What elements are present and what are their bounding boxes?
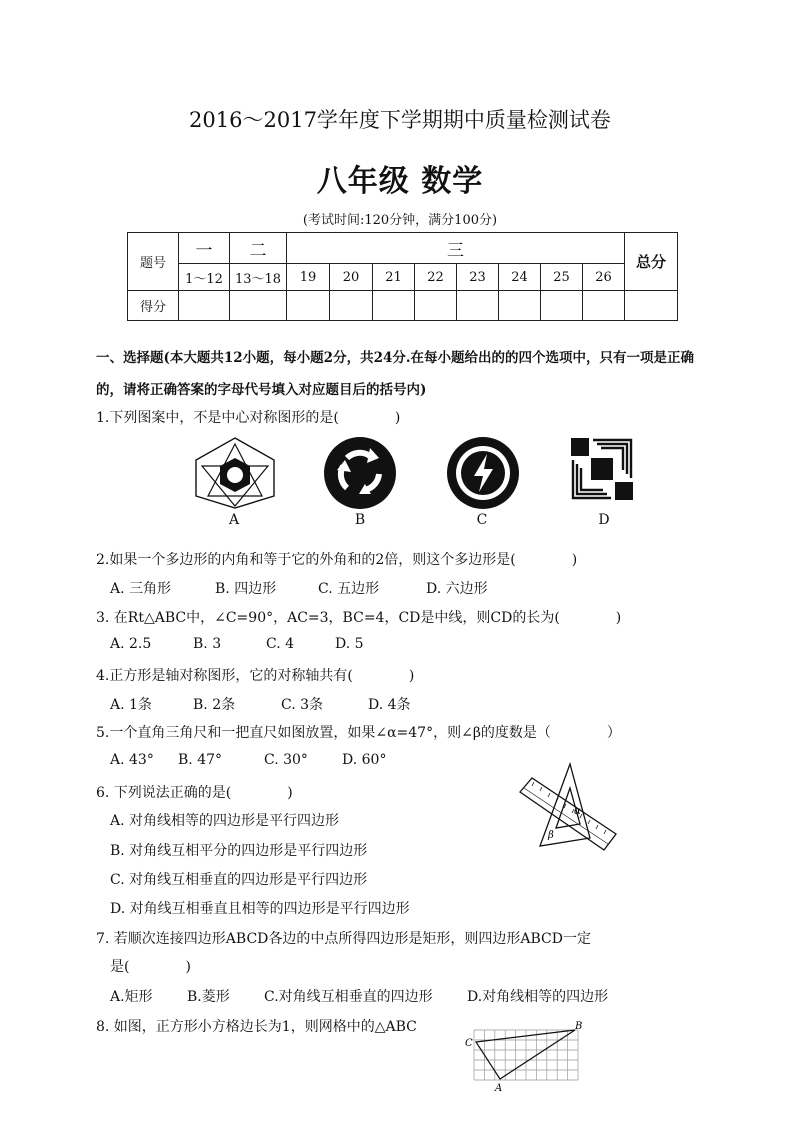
- sub-header: 1～12: [179, 264, 230, 291]
- q1-label-b: B: [354, 512, 366, 528]
- sub-header: 26: [583, 264, 625, 291]
- q7-stem: 7. 若顺次连接四边形ABCD各边的中点所得四边形是矩形，则四边形ABCD一定: [96, 931, 591, 947]
- score-table: [127, 232, 678, 321]
- figure-b-recycle-circle: [323, 436, 397, 510]
- q4-option-d: D. 4条: [368, 697, 411, 713]
- total-header: 总分: [625, 233, 678, 291]
- section-two-header: 二: [230, 233, 287, 264]
- q5-stem: 5.一个直角三角尺和一把直尺如图放置，如果∠α=47°，则∠β的度数是（ ）: [96, 725, 621, 741]
- q1-label-d: D: [598, 512, 610, 528]
- q3-option-a: A. 2.5: [110, 636, 152, 652]
- score-cell[interactable]: [499, 291, 541, 321]
- q5-option-b: B. 47°: [178, 752, 223, 768]
- sub-header: 20: [330, 264, 373, 291]
- q7-option-d: D.对角线相等的四边形: [467, 989, 609, 1005]
- q6-option-b: B. 对角线互相平分的四边形是平行四边形: [110, 843, 368, 859]
- beta-label: β: [548, 830, 554, 841]
- figure-c-lightning-circle: [446, 436, 520, 510]
- q6-stem: 6. 下列说法正确的是( ): [96, 785, 293, 801]
- score-cell[interactable]: [583, 291, 625, 321]
- sub-header: 24: [499, 264, 541, 291]
- score-cell[interactable]: [373, 291, 415, 321]
- sub-header: 25: [541, 264, 583, 291]
- figure-grid-triangle: [460, 1018, 590, 1094]
- q2-option-b: B. 四边形: [215, 581, 277, 597]
- q1-label-c: C: [476, 512, 488, 528]
- q3-stem: 3. 在Rt△ABC中，∠C=90°，AC=3，BC=4，CD是中线，则CD的长为( ): [96, 610, 622, 626]
- vertex-a-label: A: [495, 1083, 503, 1094]
- score-cell[interactable]: [179, 291, 230, 321]
- exam-subject: 八年级 数学: [316, 164, 484, 199]
- q4-stem: 4.正方形是轴对称图形，它的对称轴共有( ): [96, 668, 415, 684]
- section-one-header: 一: [179, 233, 230, 264]
- vertex-c-label: C: [465, 1038, 473, 1049]
- q4-option-a: A. 1条: [110, 697, 152, 713]
- sub-header: 19: [287, 264, 330, 291]
- q4-option-b: B. 2条: [193, 697, 236, 713]
- q2-option-c: C. 五边形: [318, 581, 380, 597]
- score-cell[interactable]: [287, 291, 330, 321]
- score-cell[interactable]: [330, 291, 373, 321]
- sub-header: 21: [373, 264, 415, 291]
- q6-option-a: A. 对角线相等的四边形是平行四边形: [110, 813, 340, 829]
- exam-title: 2016～2017学年度下学期期中质量检测试卷: [189, 108, 611, 132]
- exam-subtitle: (考试时间:120分钟，满分100分): [302, 213, 498, 228]
- alpha-label: α: [574, 806, 581, 817]
- vertex-b-label: B: [575, 1021, 583, 1032]
- section-instruction-line2: 的，请将正确答案的字母代号填入对应题目后的括号内): [96, 382, 427, 398]
- q6-option-d: D. 对角线互相垂直且相等的四边形是平行四边形: [110, 901, 410, 917]
- sub-header: 13～18: [230, 264, 287, 291]
- score-cell[interactable]: [415, 291, 457, 321]
- row-label-number: 题号: [128, 233, 179, 291]
- sub-header: 23: [457, 264, 499, 291]
- score-cell[interactable]: [625, 291, 678, 321]
- q2-option-d: D. 六边形: [426, 581, 488, 597]
- q8-stem: 8. 如图，正方形小方格边长为1，则网格中的△ABC: [96, 1019, 417, 1035]
- score-cell[interactable]: [457, 291, 499, 321]
- section-three-header: 三: [287, 233, 625, 264]
- q1-label-a: A: [228, 512, 240, 528]
- q4-option-c: C. 3条: [281, 697, 324, 713]
- q7-stem-cont: 是( ): [110, 959, 191, 975]
- q7-option-c: C.对角线互相垂直的四边形: [264, 989, 433, 1005]
- q3-option-d: D. 5: [335, 636, 364, 652]
- q5-option-c: C. 30°: [264, 752, 308, 768]
- q5-option-a: A. 43°: [110, 752, 154, 768]
- row-label-score: 得分: [128, 291, 179, 321]
- q3-option-b: B. 3: [193, 636, 222, 652]
- q5-option-d: D. 60°: [342, 752, 387, 768]
- figure-d-square-pattern: [571, 438, 633, 500]
- score-cell[interactable]: [541, 291, 583, 321]
- figure-ruler-triangle: [510, 758, 622, 862]
- q7-option-a: A.矩形: [110, 989, 153, 1005]
- q7-option-b: B.菱形: [187, 989, 230, 1005]
- q2-option-a: A. 三角形: [110, 581, 172, 597]
- q6-option-c: C. 对角线互相垂直的四边形是平行四边形: [110, 872, 368, 888]
- q3-option-c: C. 4: [266, 636, 295, 652]
- q1-stem: 1.下列图案中，不是中心对称图形的是( ): [96, 410, 401, 426]
- section-instruction-line1: 一、选择题(本大题共12小题，每小题2分，共24分.在每小题给出的的四个选项中，只有一项是正确: [96, 350, 695, 366]
- sub-header: 22: [415, 264, 457, 291]
- figure-a-hexagon-nut: [190, 436, 280, 510]
- score-cell[interactable]: [230, 291, 287, 321]
- q2-stem: 2.如果一个多边形的内角和等于它的外角和的2倍，则这个多边形是( ): [96, 552, 578, 568]
